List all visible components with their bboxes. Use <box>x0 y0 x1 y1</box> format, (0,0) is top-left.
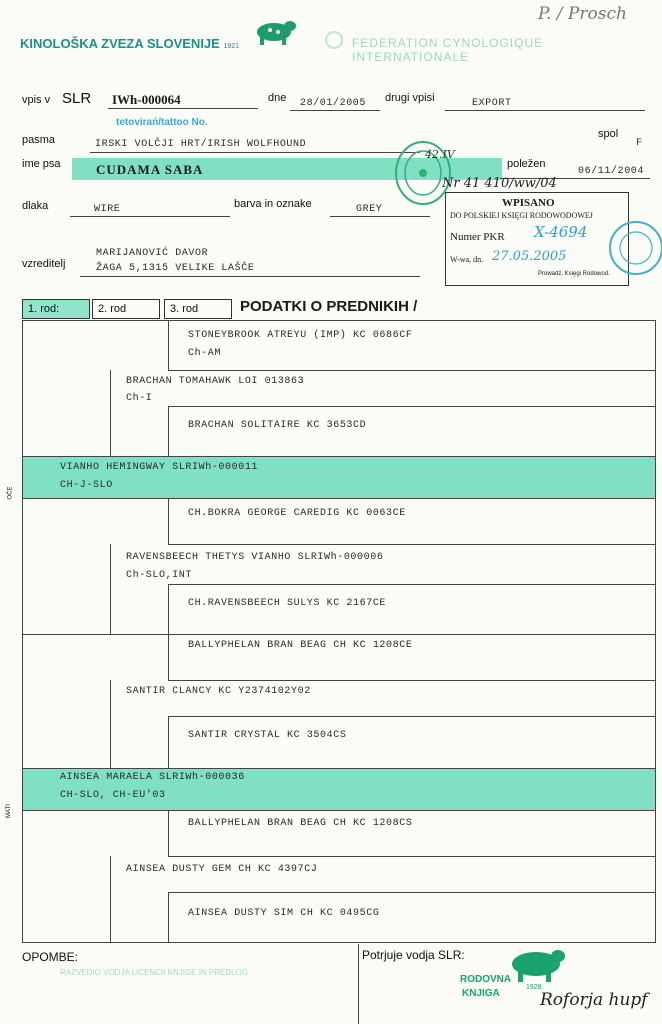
pkr-prowadz: Prowadz. Księgi Rodowod. <box>538 271 610 277</box>
tab-rod-2 <box>92 299 160 319</box>
rodovna-line1: RODOVNA <box>460 974 512 985</box>
rodovna-year: 1928 <box>526 984 542 991</box>
signature: Roforja hupf <box>540 990 648 1010</box>
gen3-v6 <box>168 716 169 768</box>
pkr-line1: WPISANO <box>502 197 555 209</box>
sire-top-line <box>22 456 656 457</box>
pedigree-top-border <box>22 320 656 321</box>
tab-rod-3-label: 3. rod <box>170 303 199 315</box>
vet-number: 42.IV <box>425 148 455 161</box>
dam-titles: CH-SLO, CH-EU'03 <box>60 790 166 801</box>
rodovna-line2: KNJIGA <box>462 988 500 999</box>
gen2-v1 <box>110 370 111 456</box>
handwritten-no: Nr 41 410/ww/04 <box>442 176 557 191</box>
vzreditelj-underline <box>80 276 420 277</box>
ime-psa-value: CUDAMA SABA <box>96 162 204 177</box>
polezen-label: poležen <box>507 158 546 170</box>
org-name <box>20 36 239 51</box>
dam-sire-name: SANTIR CLANCY KC Y2374102Y02 <box>126 686 311 697</box>
mati-label: MATI <box>5 804 12 818</box>
org-name-text: KINOLOŠKA ZVEZA SLOVENIJE <box>20 36 220 51</box>
sire-dam-sire-name: CH.BOKRA GEORGE CAREDIG KC 0063CE <box>188 508 406 519</box>
fci-logo <box>322 30 346 50</box>
kzs-dog-logo <box>252 18 298 46</box>
gen3-v8 <box>168 892 169 942</box>
rodovna-dog-logo <box>506 946 566 984</box>
dam-top-line <box>22 768 656 769</box>
dam-dam-name: AINSEA DUSTY GEM CH KC 4397CJ <box>126 864 318 875</box>
ime-psa-label: ime psa <box>22 158 61 170</box>
tattoo-label: tetovirań/tattoo No. <box>116 117 208 128</box>
gen3-v1 <box>168 320 169 370</box>
gen2-v4 <box>110 856 111 942</box>
pedigree-bottom-border <box>22 942 656 943</box>
pasma-label: pasma <box>22 134 56 146</box>
gen3-h8 <box>168 892 655 893</box>
sire-dam-dam-name: CH.RAVENSBEECH SULYS KC 2167CE <box>188 598 387 609</box>
vzreditelj-line2: ŽAGA 5,1315 VELIKE LAŠČE <box>96 263 255 274</box>
pedigree-right-border <box>655 320 656 942</box>
tab-rod-3 <box>164 299 232 319</box>
polezen-value: 06/11/2004 <box>578 166 645 177</box>
sire-sire-dam-name: BRACHAN SOLITAIRE KC 3653CD <box>188 420 367 431</box>
drugi-underline <box>445 110 645 111</box>
gen3-v4 <box>168 584 169 634</box>
gen3-h1 <box>168 370 655 371</box>
pedigree-left-border <box>22 320 23 942</box>
gen3-h2 <box>168 406 655 407</box>
gen3-v3 <box>168 498 169 544</box>
gen3-v2 <box>168 406 169 456</box>
dam-bottom-line <box>22 810 656 811</box>
dlaka-label: dlaka <box>22 200 49 212</box>
sire-sire-sire-name: STONEYBROOK ATREYU (IMP) KC 0686CF <box>188 330 413 341</box>
pkr-wwa-value: 27.05.2005 <box>492 249 567 264</box>
gen3-v7 <box>168 810 169 856</box>
gen3-h3 <box>168 544 655 545</box>
pkr-line2: DO POLSKIEJ KSIĘGI RODOWODOWEJ <box>450 211 593 220</box>
drugi-vpisi-value: EXPORT <box>472 98 512 109</box>
spol-label: spol <box>598 128 619 140</box>
gen3-h6 <box>168 716 655 717</box>
sire-titles: CH-J-SLO <box>60 480 113 491</box>
fci-name: FEDERATION CYNOLOGIQUE INTERNATIONALE <box>352 36 544 64</box>
pasma-value: IRSKI VOLČJI HRT/IRISH WOLFHOUND <box>95 139 307 150</box>
dne-underline <box>290 110 380 111</box>
vzreditelj-line1: MARIJANOVIĆ DAVOR <box>96 248 209 259</box>
barva-underline <box>330 216 430 217</box>
dam-dam-dam-name: AINSEA DUSTY SIM CH KC 0495CG <box>188 908 380 919</box>
org-year: 1921 <box>223 43 240 50</box>
handwritten-top: P. / Prosch <box>538 4 627 24</box>
pkr-round-seal-icon <box>606 210 662 286</box>
sire-sire-titles: Ch-I <box>126 393 153 404</box>
spol-value: F <box>636 138 643 149</box>
dlaka-underline <box>70 216 230 217</box>
opombe-note: RAZVEDIO VODJA LICENCII KNJIGE IN PREDLOG <box>60 968 249 977</box>
vzreditelj-label: vzreditelj <box>22 258 66 270</box>
sire-bottom-line <box>22 498 656 499</box>
registration-number: IWh-000064 <box>112 92 181 107</box>
oce-label: OČE <box>7 486 14 500</box>
tab-rod-1-label: 1. rod: <box>28 303 60 315</box>
pkr-numer-label: Numer PKR <box>450 231 505 243</box>
gen3-h4 <box>168 584 655 585</box>
pkr-stamp <box>445 192 629 286</box>
gen3-h5 <box>168 680 655 681</box>
potrjuje-label: Potrjuje vodja SLR: <box>362 948 465 962</box>
gen2-v2 <box>110 544 111 634</box>
pedigree-mid-divider <box>22 634 656 635</box>
pasma-underline <box>90 152 420 153</box>
sire-name: VIANHO HEMINGWAY SLRIWh-000011 <box>60 462 259 473</box>
dam-sire-dam-name: SANTIR CRYSTAL KC 3504CS <box>188 730 347 741</box>
dam-name: AINSEA MARAELA SLRIWh-000036 <box>60 772 245 783</box>
gen2-v3 <box>110 680 111 768</box>
dam-dam-sire-name: BALLYPHELAN BRAN BEAG CH KC 1208CS <box>188 818 413 829</box>
footer-divider <box>358 944 359 1024</box>
dam-sire-sire-name: BALLYPHELAN BRAN BEAG CH KC 1208CE <box>188 640 413 651</box>
sire-sire-sire-titles: Ch-AM <box>188 348 222 359</box>
barva-value: GREY <box>356 204 383 215</box>
dne-label: dne <box>268 92 287 104</box>
pedigree-title: PODATKI O PREDNIKIH / <box>240 298 418 315</box>
vpis-label: vpis v <box>22 94 51 106</box>
pkr-wwa-label: W-wa, dn. <box>450 255 484 264</box>
dlaka-value: WIRE <box>94 204 121 215</box>
drugi-vpisi-label: drugi vpisi <box>385 92 435 104</box>
tab-rod-2-label: 2. rod <box>98 303 127 315</box>
pkr-numer-value: X-4694 <box>534 223 588 241</box>
number-underline <box>108 108 258 109</box>
tab-rod-1 <box>22 299 90 319</box>
gen3-h7 <box>168 856 655 857</box>
sire-dam-titles: Ch-SLO,INT <box>126 570 193 581</box>
vpis-value: SLR <box>62 90 92 107</box>
dne-value: 28/01/2005 <box>300 98 367 109</box>
barva-label: barva in oznake <box>234 198 312 210</box>
gen3-v5 <box>168 634 169 680</box>
sire-dam-name: RAVENSBEECH THETYS VIANHO SLRIWh-000006 <box>126 552 384 563</box>
sire-sire-name: BRACHAN TOMAHAWK LOI 013863 <box>126 376 305 387</box>
opombe-label: OPOMBE: <box>22 950 79 964</box>
